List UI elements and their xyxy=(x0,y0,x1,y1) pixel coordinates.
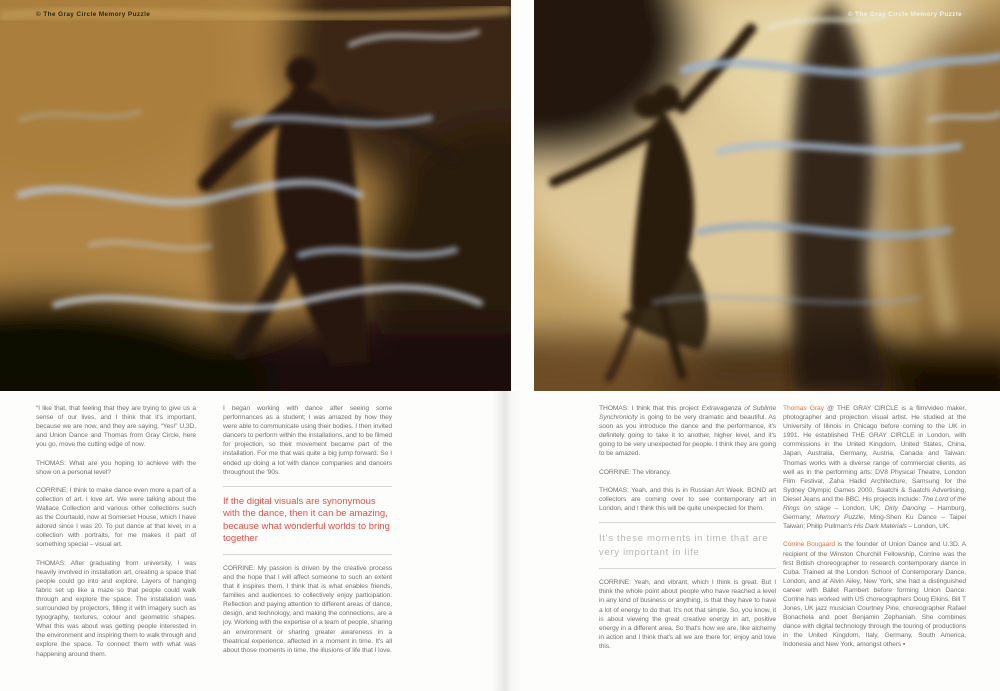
dialogue-paragraphs xyxy=(599,404,776,513)
paragraph: I began working with dance after seeing some performances as a student; I was amazed by how they were able to communicate using their bodies. I then invited dancers to perform within the installations, and to be filmed for projection, so their movement became part of the installation. For me that was quite a big jump forward. So I ended up doing a lot with dance companies and dancers throughout the '90s. xyxy=(223,405,392,476)
divider xyxy=(223,554,392,555)
paragraph: CORRINE: Yeah, and vibrant, which I think is great. But I think the whole point about people who have reached a level in any kind of business or anything, is that they have to have a lot of energy to do that. It's not that simple. So, you know, it is about viewing the great creative energy in art, positive energy in a different area. So that's how we are, like alchemy in action and I think that's all we are there for; enjoy and love this. xyxy=(599,579,776,650)
photo-credit-right: © The Gray Circle Memory Puzzle xyxy=(847,11,962,18)
bio-name: Thomas Gray xyxy=(783,405,824,412)
paragraph: THOMAS: Yeah, and this is in Russian Art Week. BOND art collectors are coming over to see contemporary art in London, and I think this will be quite unexpected for them. xyxy=(599,486,776,513)
bio-thomas-gray xyxy=(783,404,966,531)
bio-text: is the founder of Union Dance and U.3D. A recipient of the Winston Churchill Fellowship, Corrine was the first British choreographer to research contemporary dance in Cuba. Trained at the London School of Contemporary Dance, London, and at Alvin Ailey, New York, she had a distinguished career with Ballet Rambert before forming Union Dance. Corrine has worked with US choreographers Doug Elkins, Bill T Jones, UK jazz musician Courtney Pine, choreographer Rafael Bonachela and poet Benjamin Zephaniah. She combines dance with digital technology through the touring of productions in the United Kingdom, Italy, Germany, South America, Indonesia and New York, amongst others xyxy=(783,541,966,649)
pull-quote-gray: It's these moments in time that are very important in life xyxy=(599,533,769,559)
bio-column xyxy=(783,404,966,659)
bio-corrine-bougaard xyxy=(783,540,966,649)
right-column-1 xyxy=(599,404,776,660)
paragraph: THOMAS: I think that this project Extravaganza of Sublime Synchronicity is going to be very dramatic and beautiful. As soon as you introduce the dance and the performance, it's definitely going to take it to another, higher level, and it's going to be very unexpected for people. I think they are going to be amazed. xyxy=(599,405,776,458)
paragraph: THOMAS: What are you hoping to achieve with the show on a personal level? xyxy=(36,459,196,476)
paragraph: CORRINE: The vibrancy. xyxy=(599,468,671,476)
paragraph: CORRINE: I think to make dance even more a part of a collection of art. I love art. We were talking about the Wallace Collection and various other collections such as the Courtauld, now at Somerset House, which I have adored since I was 20. To put dance at that level, in a collection with portraits, for me makes it part of something special – visual art. xyxy=(36,486,196,549)
bio-text: @ THE GRAY CIRCLE is a film/video maker, photographer and projection visual artist. He studied at the University of Illinois in Chicago before coming to the UK in 1991. He established THE GRAY CIRCLE in London, with commissions in the United Kingdom, United States, China, Japan, Australia, Germany, Austria, Canada and Taiwan. Thomas works with a diverse range of commercial clients, as well as in the performing arts: DV8 Physical Theatre, London Film Festival, Zaha Hadid Architecture, Samsung for the Sydney Olympic Games 2000, Saatchi & Saatchi Advertising, Diesel Jeans and the BBC. His projects include: The Lord of the Rings on stage – London, UK; Dirty Dancing – Hamburg, Germany; Memory Puzzle, Ming-Shen Ku Dance – Taipei Taiwan; Philip Pullman's His Dark Materials – London, UK. xyxy=(783,405,967,531)
left-column-2 xyxy=(223,404,392,664)
paragraph: CORRINE: My passion is driven by the creative process and the hope that I will affect someone to such an extent that it inspires them. I think that is what enables friends, families and audiences to collectively enjoy participation. Reflection and paying attention to different areas of dance, design, and technology, and making the connections, are a joy. Working with the expertise of a team of people, sharing an environment or sharing greater awareness in a theatrical experience, affected in a moment in time. It's all about those moments in time, the illusions of life that I love. xyxy=(223,564,392,654)
paragraph: THOMAS: After graduating from university, I was heavily involved in installation art, creating a space that people could go into and explore. Layers of hanging fabric set up like a maze so that people could walk through and explore the space. The installation was surrounded by projectors, filling it with imagery such as typography, textures, colour and geometric shapes. What this was about was getting people interested in the environment and inspiring them to walk through and explore the space. To connect them with what was happening around them. xyxy=(36,559,196,658)
bio-name: Corrine Bougaard xyxy=(783,541,835,549)
photo-credit-left: © The Gray Circle Memory Puzzle xyxy=(36,11,151,18)
divider xyxy=(223,486,392,487)
divider xyxy=(599,568,776,569)
paragraph: “I like that, that feeling that they are trying to give us a sense of our lives, and I think that it's important, because we are now, and they are saying, “Yes!” U.3D, and Union Dance and Thomas from Gray Circle, here you go, move the cutting edge of now. xyxy=(36,405,196,449)
right-page-photo xyxy=(534,0,1000,391)
left-column-1 xyxy=(36,404,196,668)
page-fold xyxy=(492,391,522,691)
pull-quote-red: If the digital visuals are synonymous with the dance, then it can be amazing, because what wonderful worlds to bring together xyxy=(223,495,390,545)
left-page-photo xyxy=(0,0,511,391)
end-mark: ▪ xyxy=(902,641,906,649)
divider xyxy=(599,522,776,523)
